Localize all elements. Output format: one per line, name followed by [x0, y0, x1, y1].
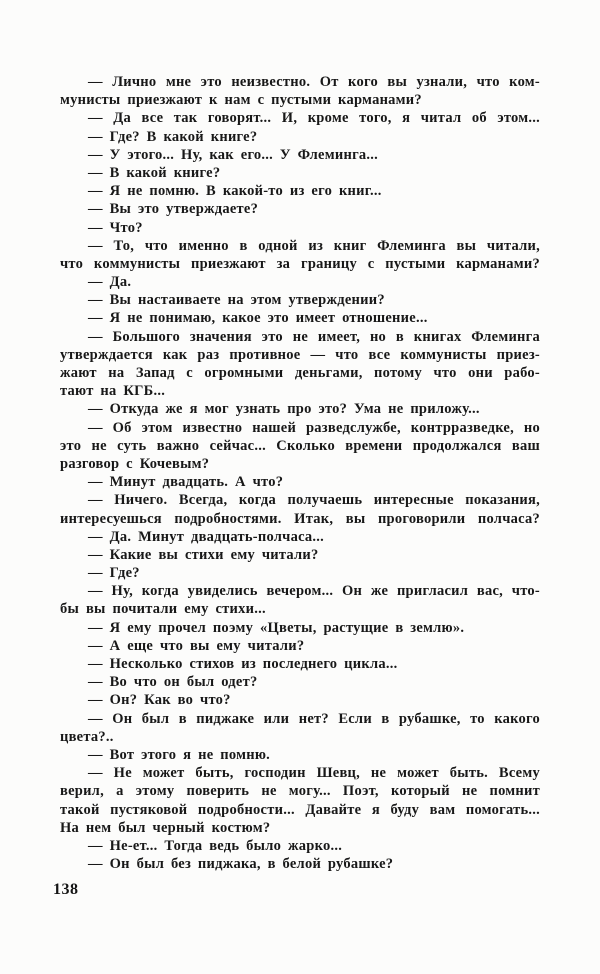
- text-line: — Не может быть, господин Шевц, не может быть. Всему: [88, 765, 540, 782]
- text-line: — Минут двадцать. А что?: [88, 474, 284, 491]
- text-line: — Да все так говорят... И, кроме того, я читал об этом...: [88, 110, 540, 127]
- text-line: — У этого... Ну, как его... У Флеминга...: [88, 146, 379, 163]
- text-line: — Ничего. Всегда, когда получаешь интересные показания,: [88, 492, 540, 509]
- text-line: — Он был без пиджака, в белой рубашке?: [88, 856, 394, 873]
- text-line: — В какой книге?: [88, 164, 221, 181]
- text-line: — Да. Минут двадцать-полчаса...: [88, 528, 325, 545]
- text-line: — Откуда же я мог узнать про это? Ума не приложу...: [88, 401, 480, 418]
- text-line: — Лично мне это неизвестно. От кого вы узнали, что ком-: [88, 74, 540, 90]
- text-line: — Что?: [88, 219, 143, 236]
- page-text: [60, 73, 540, 873]
- text-line: такой пустяковой подробности... Давайте я буду вам помогать...: [60, 801, 540, 818]
- text-line: На нем был черный костюм?: [60, 819, 271, 836]
- text-line: — Я не помню. В какой-то из его книг...: [88, 183, 382, 200]
- text-line: — Вы это утверждаете?: [88, 201, 259, 218]
- text-line: — Где?: [88, 565, 140, 582]
- text-line: бы вы почитали ему стихи...: [60, 601, 266, 618]
- text-line: — Он? Как во что?: [88, 692, 231, 709]
- text-line: утверждается как раз противное — что все коммунисты приез-: [60, 346, 540, 363]
- text-line: — Об этом известно нашей разведслужбе, контрразведке, но: [88, 419, 540, 436]
- text-line: — Не-ет... Тогда ведь было жарко...: [88, 837, 343, 854]
- text-line: — Да.: [88, 274, 132, 291]
- text-line: — Какие вы стихи ему читали?: [88, 546, 319, 563]
- text-line: это не суть важно сейчас... Сколько времени продолжался ваш: [60, 437, 540, 454]
- text-line: разговор с Кочевым?: [60, 455, 210, 472]
- text-line: цвета?..: [60, 728, 114, 745]
- text-line: — Ну, когда увиделись вечером... Он же пригласил вас, что-: [88, 583, 540, 600]
- text-line: — А еще что вы ему читали?: [88, 637, 305, 654]
- text-line: — Во что он был одет?: [88, 674, 258, 691]
- text-line: — Я ему прочел поэму «Цветы, растущие в землю».: [88, 619, 465, 636]
- text-line: жают на Запад с огромными деньгами, потому что они рабо-: [60, 365, 540, 381]
- text-line: — Где? В какой книге?: [88, 128, 258, 145]
- text-line: — То, что именно в одной из книг Флеминга вы читали,: [88, 237, 540, 254]
- text-line: — Несколько стихов из последнего цикла...: [88, 656, 398, 672]
- text-line: что коммунисты приезжают за границу с пустыми карманами?: [60, 255, 540, 272]
- text-line: верил, а этому поверить не могу... Поэт, который не помнит: [60, 783, 540, 800]
- text-line: — Вот этого я не помню.: [88, 746, 271, 763]
- text-line: — Вы настаиваете на этом утверждении?: [88, 292, 385, 309]
- text-line: — Он был в пиджаке или нет? Если в рубашке, то какого: [88, 710, 540, 727]
- text-line: тают на КГБ...: [60, 383, 166, 400]
- text-line: — Я не понимаю, какое это имеет отношение...: [88, 310, 428, 327]
- text-line: мунисты приезжают к нам с пустыми карманами?: [60, 92, 422, 109]
- text-line: интересуешься подробностями. Итак, вы проговорили полчаса?: [60, 510, 540, 527]
- page-number: 138: [53, 881, 79, 898]
- text-line: — Большого значения это не имеет, но в книгах Флеминга: [88, 328, 540, 345]
